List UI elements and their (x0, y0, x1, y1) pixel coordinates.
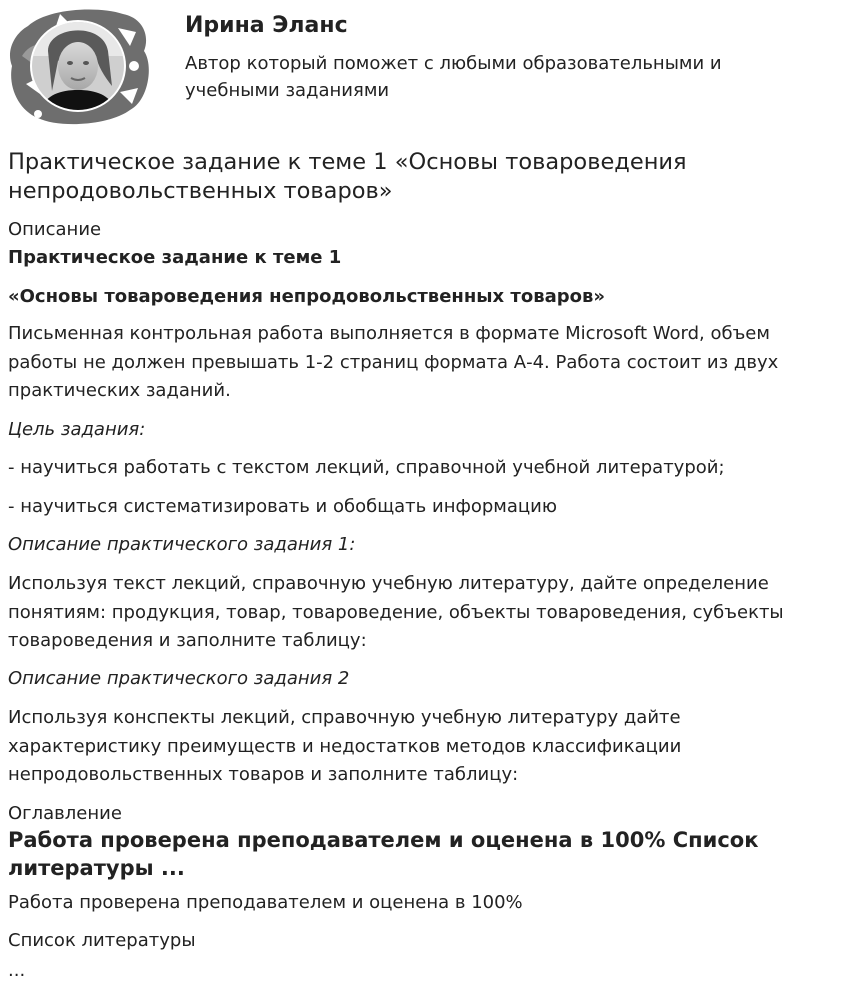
toc-line-1: Работа проверена преподавателем и оценена в 100% (8, 892, 523, 913)
author-description: Автор который поможет с любыми образовательными и учебными заданиями (185, 53, 722, 101)
work-title: Практическое задание к теме 1 «Основы товароведения непродовольственных товаров» (8, 149, 687, 204)
description-heading-line2: «Основы товароведения непродовольственных товаров» (8, 286, 606, 307)
task1-text: Используя текст лекций, справочную учебную литературу, дайте определение понятиям: продукция, товар, товароведение, объекты товароведения, субъекты товароведения и заполните таблицу: (8, 573, 784, 651)
page (8, 0, 839, 981)
goal-item-1: - научиться работать с текстом лекций, справочной учебной литературой; (8, 457, 725, 478)
toc-ellipsis: ... (8, 960, 26, 981)
description-heading-line1: Практическое задание к теме 1 (8, 247, 342, 268)
goal-label: Цель задания: (8, 419, 146, 440)
task2-text: Используя конспекты лекций, справочную учебную литературу дайте характеристику преимуществ и недостатков методов классификации непродовольственных товаров и заполните таблицу: (8, 707, 682, 785)
toc-title: Работа проверена преподавателем и оценена в 100% Список литературы ... (8, 828, 759, 880)
goal-item-2: - научиться систематизировать и обобщать информацию (8, 496, 557, 517)
toc-line-2: Список литературы (8, 930, 196, 951)
description-label: Описание (8, 219, 102, 240)
task1-label: Описание практического задания 1: (8, 534, 356, 555)
author-avatar[interactable] (8, 6, 150, 128)
author-card (8, 0, 839, 140)
task2-label: Описание практического задания 2 (8, 668, 350, 689)
author-name[interactable]: Ирина Эланс (185, 13, 348, 38)
description-intro: Письменная контрольная работа выполняется в формате Microsoft Word, объем работы не должен превышать 1-2 страниц формата А-4. Работа состоит из двух практических заданий. (8, 323, 779, 401)
toc-label: Оглавление (8, 803, 122, 824)
